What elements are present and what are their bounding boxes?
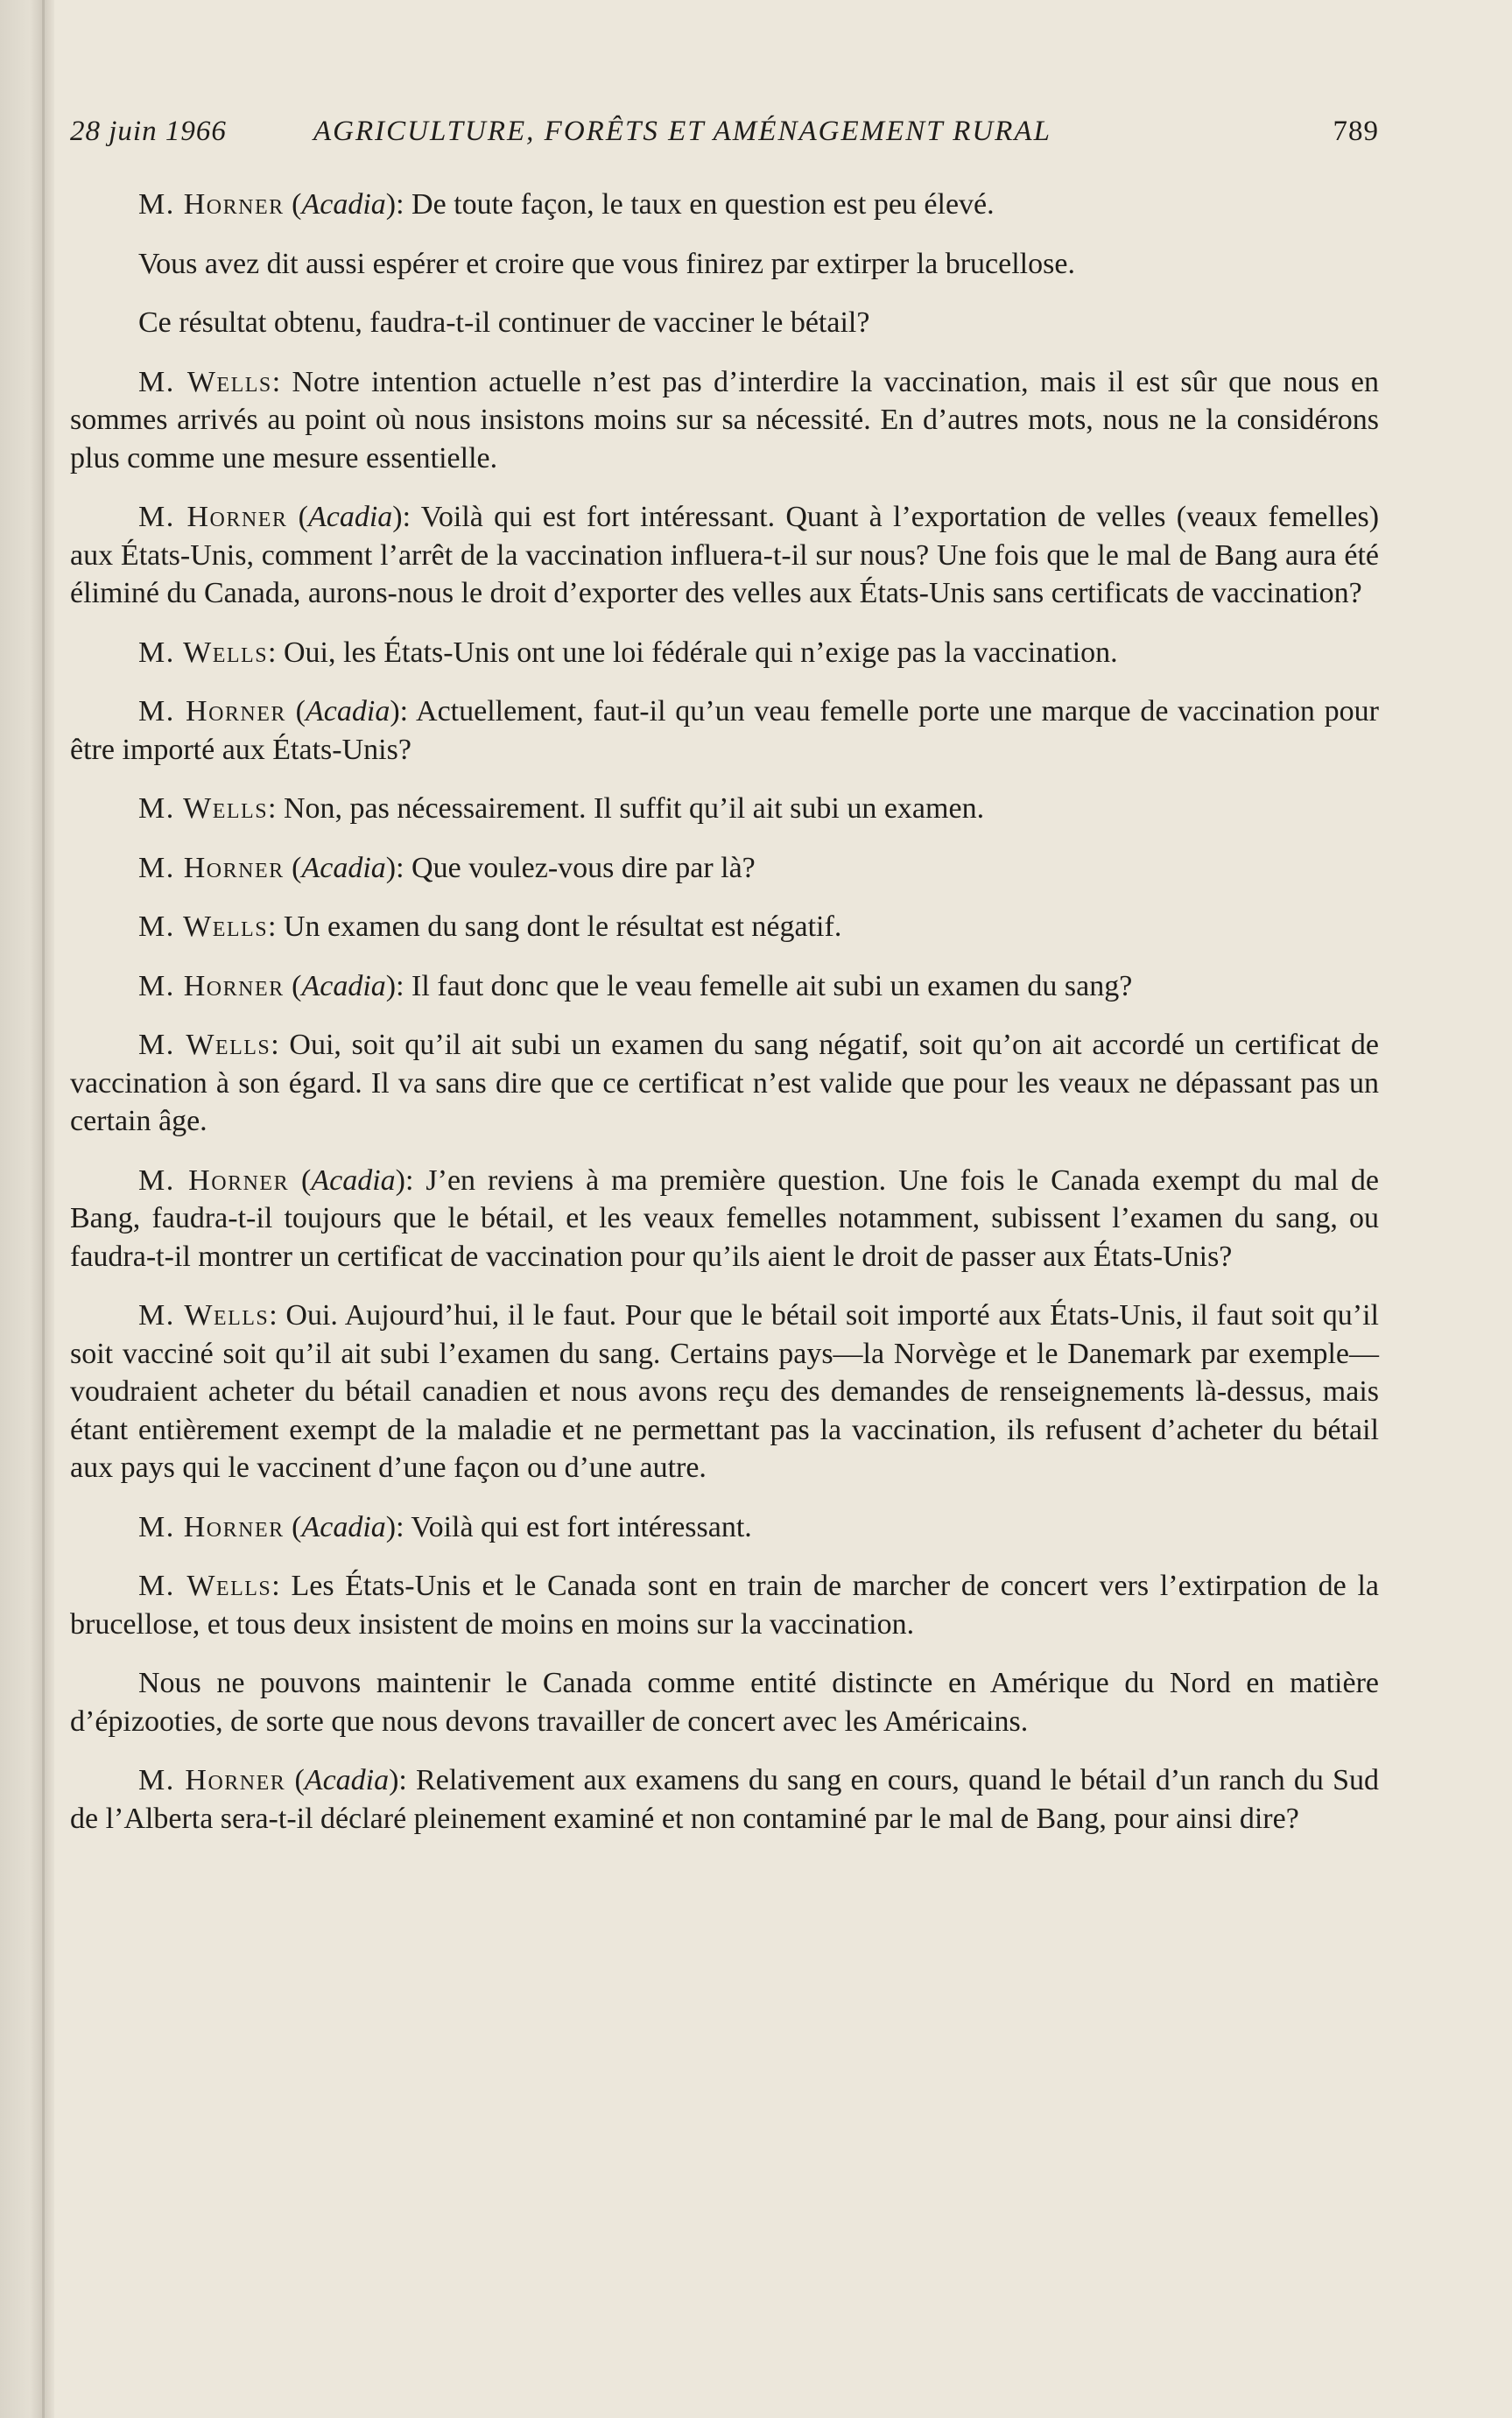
- page-number: 789: [1333, 116, 1379, 147]
- speaker-separator: ):: [389, 1764, 417, 1796]
- speaker-separator: ):: [392, 501, 421, 533]
- transcript-paragraph: [70, 1664, 1379, 1740]
- paragraph-text: J’en reviens à ma première question. Une fois le Canada exempt du mal de Bang, faudra-t-il toujours que le bétail, et les veaux femelles notamment, subissent l’examen du sang, ou faudra-t-il montrer un certificat de vaccination pour qu’ils aient le droit de passer aux États-Unis?: [70, 1163, 1379, 1273]
- speaker-separator: ):: [395, 1163, 426, 1197]
- speaker-name: M. Horner: [138, 188, 285, 221]
- speaker-name: M. Wells: [138, 910, 269, 943]
- paragraph-text: Nous ne pouvons maintenir le Canada comme entité distincte en Amérique du Nord en matière d’épizooties, de sorte que nous devons travailler de concert avec les Américains.: [70, 1667, 1379, 1738]
- transcript-paragraph: [70, 1297, 1379, 1487]
- paragraph-text: Notre intention actuelle n’est pas d’interdire la vaccination, mais il est sûr que nous en sommes arrivés au point où nous insistons moins sur sa nécessité. En d’autres mots, nous ne la considérons plus comme une mesure essentielle.: [70, 365, 1379, 474]
- speaker-riding: Acadia: [306, 695, 390, 728]
- transcript-paragraph: [70, 1567, 1379, 1643]
- paragraph-text: Il faut donc que le veau femelle ait subi un examen du sang?: [411, 969, 1133, 1002]
- speaker-separator: ):: [385, 188, 412, 221]
- paragraph-text: Ce résultat obtenu, faudra-t-il continuer de vacciner le bétail?: [138, 306, 870, 339]
- paragraph-text: Oui, les États-Unis ont une loi fédérale qui n’exige pas la vaccination.: [284, 636, 1118, 669]
- binding-edge: [42, 0, 45, 2418]
- riding-open-paren: (: [284, 1510, 302, 1543]
- running-head: [70, 105, 1379, 158]
- transcript-paragraph: [70, 634, 1379, 672]
- riding-open-paren: (: [284, 188, 302, 221]
- transcript-paragraph: [70, 1508, 1379, 1547]
- paragraph-text: Voilà qui est fort intéressant.: [411, 1510, 752, 1543]
- header-date: 28 juin 1966: [70, 116, 227, 147]
- speaker-name: M. Horner: [138, 1510, 285, 1543]
- speaker-riding: Acadia: [304, 1764, 390, 1796]
- speaker-separator: :: [271, 1029, 290, 1061]
- transcript-paragraph: [70, 363, 1379, 478]
- paragraph-text: Actuellement, faut-il qu’un veau femelle porte une marque de vaccination pour être importé aux États-Unis?: [70, 695, 1379, 766]
- paragraph-text: Voilà qui est fort intéressant. Quant à l’exportation de velles (veaux femelles) aux États-Unis, comment l’arrêt de la vaccination influera-t-il sur nous? Une fois que le mal de Bang aura été éliminé du Canada, aurons-nous le droit d’exporter des velles aux États-Unis sans certificats de vaccination?: [70, 501, 1380, 609]
- speaker-separator: ):: [390, 695, 417, 728]
- transcript-paragraph: [70, 692, 1379, 769]
- riding-open-paren: (: [285, 1764, 305, 1796]
- transcript-paragraph: [70, 1162, 1379, 1276]
- transcript-paragraph: [70, 967, 1379, 1006]
- transcript-paragraph: [70, 1026, 1379, 1141]
- header-title: AGRICULTURE, FORÊTS ET AMÉNAGEMENT RURAL: [313, 116, 1051, 147]
- paragraph-text: Vous avez dit aussi espérer et croire que vous finirez par extirper la brucellose.: [138, 247, 1075, 280]
- speaker-name: M. Wells: [138, 792, 269, 825]
- transcript-paragraph: [70, 1761, 1379, 1838]
- transcript-paragraph: [70, 186, 1379, 224]
- transcript-body: [70, 186, 1379, 1838]
- speaker-riding: Acadia: [307, 501, 393, 533]
- riding-open-paren: (: [285, 695, 306, 728]
- speaker-separator: ):: [385, 851, 412, 884]
- speaker-separator: ):: [385, 969, 412, 1002]
- speaker-name: M. Horner: [138, 501, 288, 533]
- paragraph-text: Que voulez-vous dire par là?: [411, 851, 756, 884]
- riding-open-paren: (: [287, 501, 308, 533]
- transcript-paragraph: [70, 849, 1379, 888]
- transcript-paragraph: [70, 498, 1379, 613]
- paragraph-text: Relativement aux examens du sang en cours, quand le bétail d’un ranch du Sud de l’Alberta sera-t-il déclaré pleinement examiné et non contaminé par le mal de Bang, pour ainsi dire?: [70, 1764, 1379, 1835]
- transcript-paragraph: [70, 304, 1379, 342]
- speaker-separator: :: [268, 636, 284, 669]
- speaker-separator: :: [268, 792, 284, 825]
- speaker-name: M. Wells: [138, 636, 269, 669]
- speaker-name: M. Horner: [138, 1163, 290, 1197]
- speaker-riding: Acadia: [301, 188, 386, 221]
- speaker-riding: Acadia: [301, 851, 386, 884]
- paragraph-text: Les États-Unis et le Canada sont en train de marcher de concert vers l’extirpation de la brucellose, et tous deux insistent de moins en moins sur la vaccination.: [70, 1570, 1379, 1641]
- speaker-name: M. Horner: [138, 969, 285, 1002]
- speaker-separator: ):: [385, 1510, 411, 1543]
- document-page: [70, 105, 1379, 1859]
- paragraph-text: Oui. Aujourd’hui, il le faut. Pour que le bétail soit importé aux États-Unis, il faut soit qu’il soit vacciné soit qu’il ait subi l’examen du sang. Certains pays—la Norvège et le Danemark par exemple—voudraient acheter du bétail canadien et nous avons reçu des demandes de renseignements là-dessus, mais étant entièrement exempt de la maladie et ne permettant pas la vaccination, ils refusent d’acheter du bétail aux pays qui le vaccinent d’une façon ou d’une autre.: [70, 1299, 1379, 1484]
- speaker-riding: Acadia: [311, 1163, 396, 1197]
- transcript-paragraph: [70, 245, 1379, 284]
- speaker-name: M. Wells: [138, 365, 272, 398]
- speaker-name: M. Wells: [138, 1029, 271, 1061]
- speaker-name: M. Wells: [138, 1299, 270, 1332]
- speaker-riding: Acadia: [301, 1510, 386, 1543]
- speaker-separator: :: [269, 1299, 286, 1332]
- paragraph-text: Oui, soit qu’il ait subi un examen du sang négatif, soit qu’on ait accordé un certificat de vaccination à son égard. Il va sans dire que ce certificat n’est valide que pour les veaux ne dépassant pas un certain âge.: [70, 1029, 1379, 1137]
- riding-open-paren: (: [284, 851, 302, 884]
- speaker-riding: Acadia: [301, 969, 386, 1002]
- binding-gutter: [0, 0, 54, 2418]
- speaker-name: M. Horner: [138, 851, 285, 884]
- paragraph-text: Un examen du sang dont le résultat est négatif.: [284, 910, 842, 943]
- speaker-separator: :: [268, 910, 284, 943]
- transcript-paragraph: [70, 908, 1379, 946]
- paragraph-text: De toute façon, le taux en question est peu élevé.: [411, 188, 995, 221]
- speaker-separator: :: [271, 365, 292, 398]
- transcript-paragraph: [70, 790, 1379, 828]
- paragraph-text: Non, pas nécessairement. Il suffit qu’il ait subi un examen.: [284, 792, 985, 825]
- riding-open-paren: (: [284, 969, 302, 1002]
- riding-open-paren: (: [289, 1163, 312, 1197]
- speaker-name: M. Horner: [138, 695, 286, 728]
- speaker-name: M. Horner: [138, 1764, 286, 1796]
- speaker-name: M. Wells: [138, 1570, 272, 1602]
- speaker-separator: :: [271, 1570, 292, 1602]
